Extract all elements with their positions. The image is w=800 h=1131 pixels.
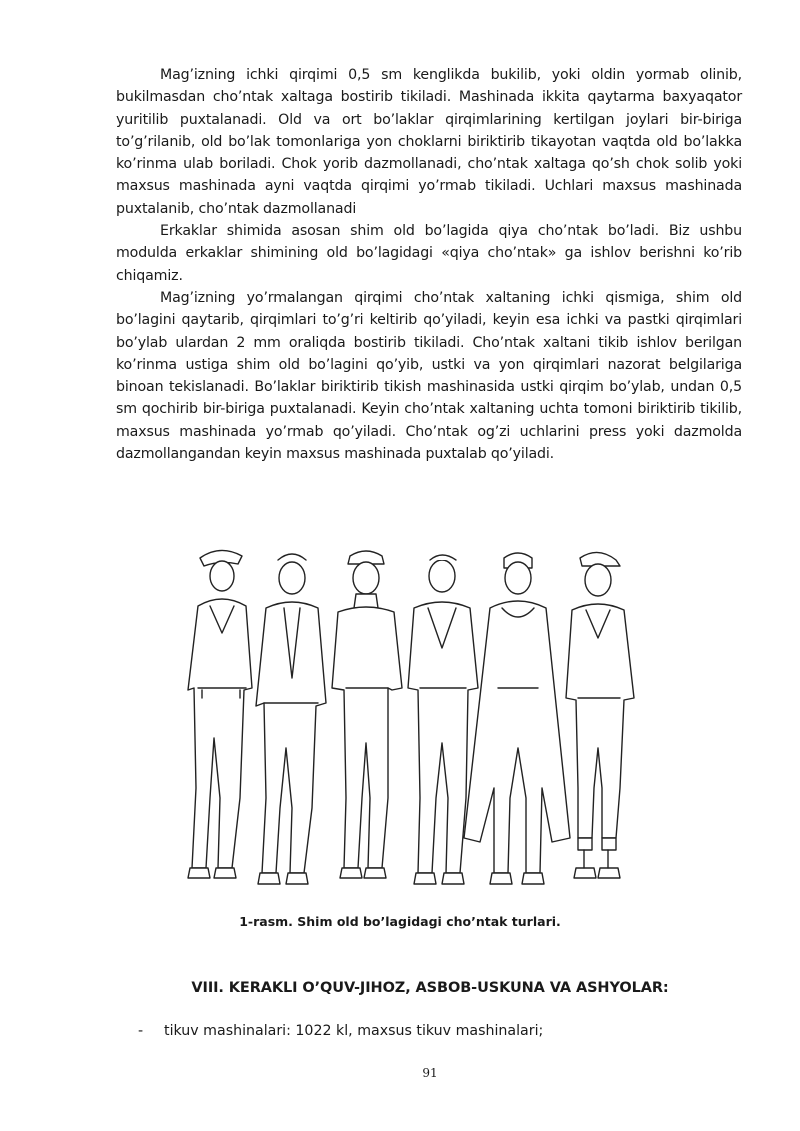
paragraph-3: Mag’izning yo’rmalangan qirqimi cho’ntak xaltaning ichki qismiga, shim old bo’lagini qaytarib, qirqimlari to’g’ri keltirib qo’yiladi, keyin esa ichki va pastki qirqimlari bo’ylab ulardan 2 mm oraliqda bostirib tikiladi. Cho’ntak xaltani tikib ishlov berilgan ko’rinma ustiga shim old bo’lagini qo’yib, ustki va yon qirqimlari nazorat belgilariga binoan tekislanadi. Bo’laklar biriktirib tikish mashinasida ustki qirqim bo’ylab, undan 0,5 sm qochirib bir-biriga puxtalanadi. Keyin cho’ntak xaltaning uchta tomoni biriktirib tikilib, maxsus mashinada yo’rmab qo’yiladi. Cho’ntak og’zi uchlarini press yoki dazmolda dazmollangandan keyin maxsus mashinada puxtalab qo’yiladi. — [116, 289, 742, 463]
equipment-list — [138, 1023, 738, 1039]
fashion-illustration — [180, 538, 648, 900]
list-bullet: - — [138, 1023, 144, 1039]
figure-caption: 1-rasm. Shim old bo’lagidagi cho’ntak turlari. — [239, 914, 561, 929]
list-item-text: tikuv mashinalari: 1022 kl, maxsus tikuv mashinalari; — [164, 1023, 544, 1039]
paragraph-1: Mag’izning ichki qirqimi 0,5 sm kenglikda bukilib, yoki oldin yormab olinib, bukilmasdan cho’ntak xaltaga bostirib tikiladi. Mashinada ikkita qaytarma baxyaqator yuritilib puxtalanadi. Old va ort bo’laklar qirqimlarining kertilgan joylari bir-biriga to’g’rilanib, old bo’lak tomonlariga yon choklarni biriktirib tikayotan vaqtda old bo’lakka ko’rinma ulab boriladi. Chok yorib dazmollanadi, cho’ntak xaltaga qo’sh chok solib yoki maxsus mashinada ayni vaqtda qirqimi yo’rmab tikiladi. Uchlari maxsus mashinada puxtalanib, cho’ntak dazmollanadi — [116, 67, 742, 217]
men-trousers-line-art — [180, 538, 648, 900]
figure-3 — [332, 551, 402, 878]
body-text — [116, 64, 742, 465]
list-item — [138, 1023, 738, 1039]
figure-1 — [188, 550, 252, 878]
section-heading: VIII. KERAKLI O’QUV-JIHOZ, ASBOB-USKUNA VA ASHYOLAR: — [191, 980, 669, 996]
paragraph-2: Erkaklar shimida asosan shim old bo’lagida qiya cho’ntak bo’ladi. Biz ushbu modulda erkaklar shimining old bo’lagidagi «qiya cho’ntak» ga ishlov berishni ko’rib chiqamiz. — [116, 223, 742, 284]
figure-5 — [464, 553, 570, 884]
figure-2 — [256, 554, 326, 884]
figure-6 — [566, 552, 634, 878]
page-number: 91 — [422, 1066, 438, 1080]
